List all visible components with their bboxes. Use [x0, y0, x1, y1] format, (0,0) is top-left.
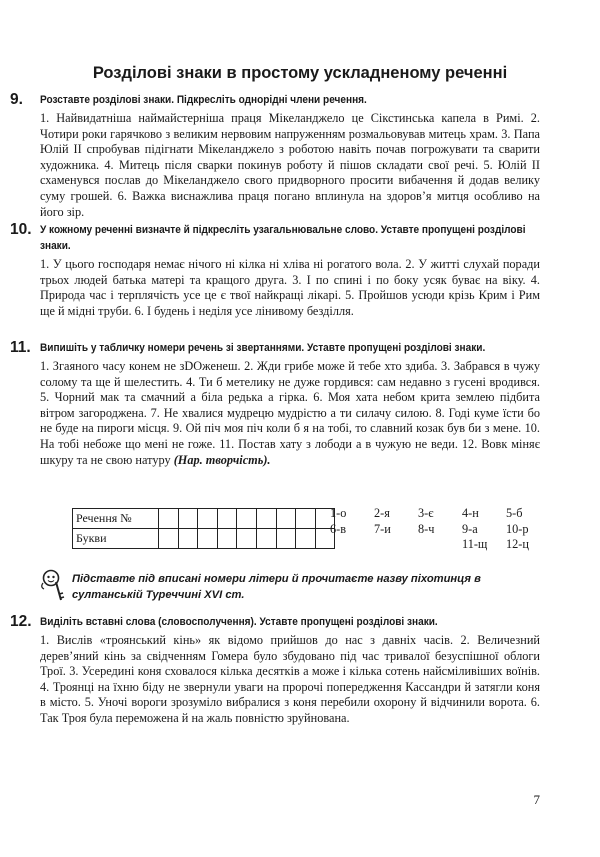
key-icon: [40, 569, 66, 603]
table-cell[interactable]: [198, 529, 218, 549]
answer-item: 6-в: [330, 521, 347, 536]
table-cell[interactable]: [237, 509, 257, 529]
answer-item: [374, 537, 418, 553]
page-number: 7: [533, 792, 540, 807]
task-text-body: 1. Згаяного часу конем не зDOженеш. 2. Жди грибе може й тебе хто здиба. 3. Забрався в чужу солому та ще й шелестить. 4. Ти б метелику не дуже гордився: сам недавно з гусені вродився. 5. Чорний мак та смачний a біла редька a гірка. 6. Моя хата небом крита землею підбита вітром загороджена. 7. Не хвалися мудрецю мудрістю a ти силачу силою. 8. Годі куме їсти бо не буде на пироги місця. 9. Ой піч моя піч коли б я на тобі, то славний козак був би з мене. 10. На тобі небоже що мені не гоже. 11. Постав хату з лободи a в чужую не веди. 12. Вовк міняє шкуру та не свою натуру: [40, 359, 540, 467]
table-row-label: Речення №: [73, 509, 159, 529]
table-cell[interactable]: [159, 509, 179, 529]
task-number: 10.: [10, 221, 32, 238]
task-number: 11.: [10, 339, 31, 356]
table-cell[interactable]: [256, 509, 276, 529]
answer-item: [330, 537, 374, 553]
table-cell[interactable]: [198, 509, 218, 529]
table-cell[interactable]: [159, 529, 179, 549]
task-text: 1. У цього господаря немає нічого ні кілка ні хліва ні рогатого вола. 2. У житті слухай поради трьох людей батька матері та кращого друга. 3. І по спині і по боку усяк буває на віку. 4. Природа час і терплячість усе це є твої найкращі лікарі. 5. Пройшов усюди крізь Крим і Рим ще й мідні труби. 6. І будень і неділя усе лінивому безділля.: [40, 257, 540, 318]
task-instruction: Розставте розділові знаки. Підкресліть однорідні члени речення.: [40, 94, 367, 106]
task-instruction: У кожному реченні визначте й підкресліть узагальнювальне слово. Уставте пропущені розділові знаки.: [40, 224, 526, 252]
table-cell[interactable]: [217, 509, 237, 529]
answer-row: [330, 506, 546, 522]
answer-row: [330, 537, 546, 553]
table-cell[interactable]: [237, 529, 257, 549]
answer-item: [418, 537, 462, 553]
task-11: [10, 339, 540, 468]
table-row: [73, 529, 335, 549]
task-text: [40, 359, 540, 468]
answer-item: 10-р: [506, 521, 529, 536]
source-note: (Нар. творчість).: [173, 452, 271, 467]
task-10: [10, 221, 540, 319]
task-instruction: Випишіть у табличку номери речень зі звертаннями. Уставте пропущені розділові знаки.: [40, 342, 486, 354]
answer-item: 12-ц: [506, 537, 529, 551]
table-cell[interactable]: [276, 509, 296, 529]
task-text: 1. Найвидатніша наймайстерніша праця Мікеланджело це Сікстинська капела в Римі. 2. Чотири роки гарячково з великим нервовим напруженням розмальовував митець храм. 3. Папа Юлій ІІ спробував підігнати Мікеланджело з роботою навіть почав погрожувати та сварити художника. 4. Митець після сварки покинув роботу й пішов складати свої речі. 5. Юлій ІІ схаменувся послав до Мікеланджело свого придворного просити вибачення й додав велику суму грошей. 6. Важка виснажлива праця погано вплинула на здоров’я митця особливо на його зір.: [40, 111, 540, 219]
table-cell[interactable]: [296, 529, 316, 549]
answer-item: 11-щ: [462, 537, 488, 551]
answer-row: [330, 522, 546, 538]
table-cell[interactable]: [296, 509, 316, 529]
answer-item: 3-є: [418, 506, 434, 520]
table-cell[interactable]: [276, 529, 296, 549]
table-cell[interactable]: [178, 509, 198, 529]
answer-item: 7-и: [374, 521, 391, 536]
table-cell[interactable]: [217, 529, 237, 549]
table-row: [73, 509, 335, 529]
table-row-label: Букви: [73, 529, 159, 549]
answer-table: [72, 508, 335, 549]
task-instruction: Виділіть вставні слова (словосполучення). Уставте пропущені розділові знаки.: [40, 616, 438, 628]
answer-item: 8-ч: [418, 521, 435, 536]
answer-item: 1-о: [330, 506, 347, 520]
table-cell[interactable]: [256, 529, 276, 549]
task-number: 12.: [10, 613, 32, 630]
hint-text: Підставте під вписані номери літери й прочитаєте назву піхотинця в султанській Туреччині XVI ст.: [72, 573, 481, 601]
answer-item: 4-н: [462, 506, 479, 520]
answer-item: 2-я: [374, 506, 390, 520]
answer-item: 5-б: [506, 506, 523, 520]
answer-item: 9-а: [462, 521, 478, 536]
task-9: [10, 91, 540, 220]
answer-key: [330, 506, 546, 553]
table-cell[interactable]: [178, 529, 198, 549]
section-title: Розділові знаки в простому ускладненому реченні: [92, 64, 508, 82]
task-number: 9.: [10, 91, 23, 108]
task-12: [10, 613, 540, 727]
task-text: 1. Вислів «троянський кінь» як відомо прийшов до нас з давніх часів. 2. Величезний дерев’яний кінь за свідченням Гомера було збудовано під час тривалої безуспішної облоги Трої. 3. Усередині коня сховалося кілька десятків а може і кілька сотень найсміливіших воїнів. 4. Троянці на їхню біду не звернули уваги на пророчі попередження Кассандри й затягли коня в місто. 5. Уночі вороги зрозуміло вибралися з коня перебили охорону й відчинили ворота. 6. Так Троя була переможена й на жаль повністю зруйнована.: [40, 633, 540, 725]
